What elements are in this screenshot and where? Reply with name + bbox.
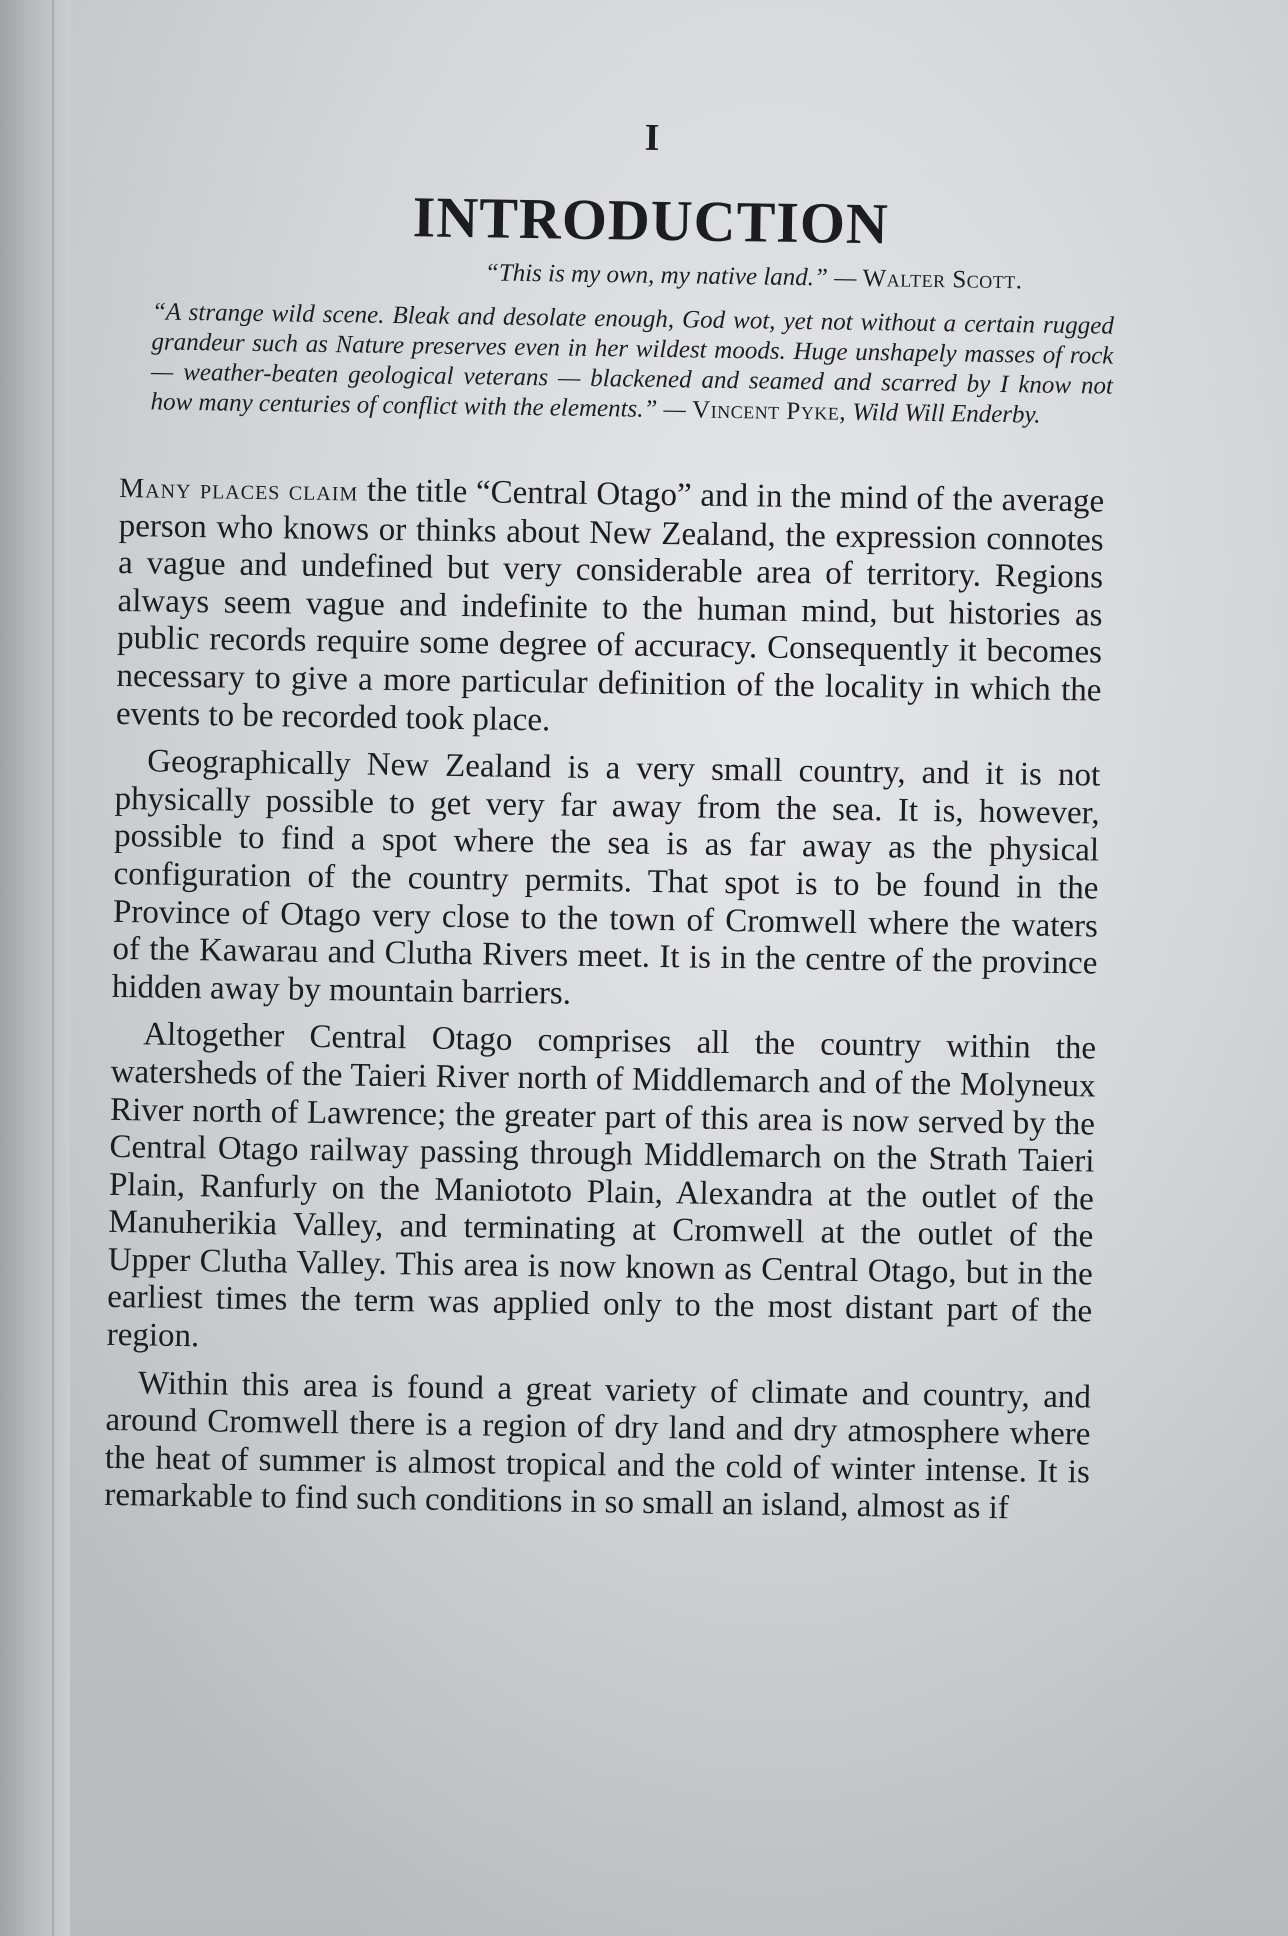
paragraph-3: Altogether Central Otago comprises all the country within the watersheds of the Taieri River north of Middlemarch and of the Molyneux River north of Lawrence; the greater part of this area is now served by the Central Otago railway passing through Middlemarch on the Strath Taieri Plain, Ranfurly on the Maniototo Plain, Alexandra at the outlet of the Manuherikia Valley, and terminating at Cromwell at the outlet of the Upper Clutha Valley. This area is now known as Central Otago, but in the earliest times the term was applied only to the most distant part of the region. — [106, 1016, 1097, 1355]
epigraph-scott-quote: “This is my own, my native land.” — — [484, 259, 863, 292]
epigraph-scott-author: Walter Scott. — [862, 264, 1023, 295]
epigraph-pyke-author: Vincent Pyke, — [691, 396, 847, 426]
epigraph-scott — [122, 253, 1022, 296]
paragraph-4: Within this area is found a great variety of climate and country, and around Cromwell there is a region of dry land and dry atmosphere where the heat of summer is almost tropical and the cold of winter intense. It is remarkable to find such conditions in so small an island, almost as if — [104, 1364, 1092, 1527]
paragraph-1-text: the title “Central Otago” and in the mind of the average person who knows or thinks about New Zealand, the expression connotes a vague and undefined but very considerable area of territory. Regions always seem vague and indefinite to the human mind, but histories as public records require some degree of accuracy. Consequently it becomes necessary to give a more particular definition of the locality in which the events to be recorded took place. — [115, 472, 1105, 738]
paragraph-2: Geographically New Zealand is a very small country, and it is not physically possible to get very far away from the sea. It is, however, possible to find a spot where the sea is as far away as the physical configuration of the country permits. That spot is to be found in the Province of Otago very close to the town of Cromwell where the waters of the Kawarau and Clutha Rivers meet. It is in the centre of the province hidden away by mountain barriers. — [111, 743, 1101, 1012]
epigraph-pyke — [150, 297, 1114, 431]
gutter-shadow-line — [52, 0, 54, 1936]
epigraph-pyke-quote: “A strange wild scene. Bleak and desolate enough, God wot, yet not without a certain rugged grandeur such as Nature preserves even in her wildest moods. Huge unshapely masses of rock — weather-beaten geological veterans — blackened and seamed and scarred by I know not how many centuries of conflict with the elements.” — — [150, 298, 1115, 424]
body-text — [104, 469, 1104, 1530]
epigraph-pyke-source: Wild Will Enderby. — [852, 398, 1041, 429]
page-content — [104, 105, 1125, 1540]
book-gutter — [0, 0, 70, 1936]
chapter-title: INTRODUCTION — [412, 184, 890, 257]
chapter-number: I — [644, 116, 660, 159]
paragraph-1-lead: Many places claim — [119, 472, 359, 508]
paragraph-1 — [116, 469, 1105, 748]
